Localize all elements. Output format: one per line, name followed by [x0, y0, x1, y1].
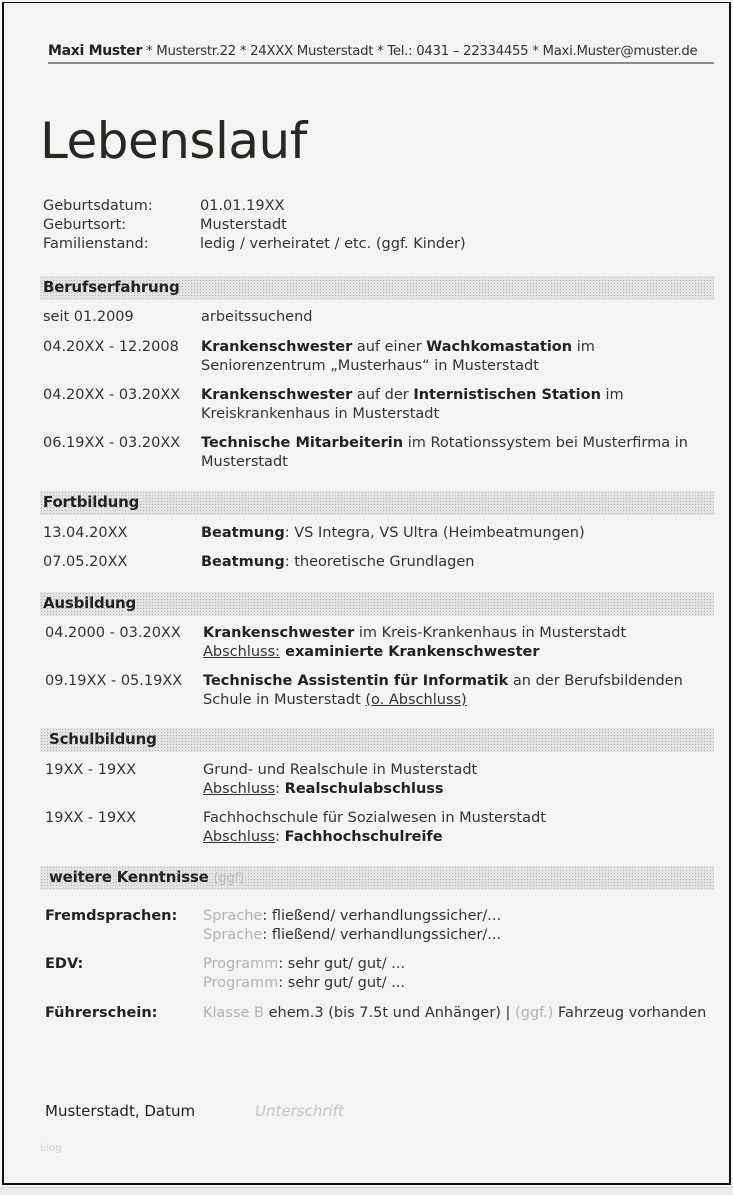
school-entry: [45, 809, 713, 847]
place-date: Musterstadt, Datum: [45, 1102, 196, 1120]
signature: Unterschrift: [255, 1102, 344, 1120]
entry-date: 06.19XX - 03.20XX: [43, 435, 181, 451]
abschluss-label: Abschluss: [203, 781, 276, 797]
entry-desc: Krankenschwester auf einer Wachkomastation im Seniorenzentrum „Musterhaus“ in Musterstadt: [201, 339, 595, 374]
watermark: blog: [40, 1143, 62, 1154]
contact-header: [48, 43, 714, 64]
education-entry: [45, 624, 713, 662]
entry-date: 04.20XX - 12.2008: [43, 339, 179, 355]
value: 01.01.19XX: [200, 198, 285, 214]
no-degree-note: (o. Abschluss): [365, 692, 467, 708]
section-heading-kenntnisse: weitere Kenntnisse (ggf): [40, 866, 714, 890]
work-entry: [43, 338, 711, 376]
entry-date: seit 01.2009: [43, 309, 134, 325]
personal-row-birthplace: [43, 216, 466, 235]
entry-desc: Grund- und Realschule in Musterstadt Abschluss: Realschulabschluss: [203, 762, 478, 797]
entry-desc: Beatmung: VS Integra, VS Ultra (Heimbeatmungen): [201, 525, 585, 541]
label: Familienstand:: [43, 236, 149, 252]
value: ledig / verheiratet / etc. (ggf. Kinder): [200, 236, 466, 252]
skills-values: Programm: sehr gut/ gut/ ... Programm: sehr gut/ gut/ ...: [203, 956, 406, 991]
personal-row-birthdate: [43, 197, 466, 216]
entry-date: 04.20XX - 03.20XX: [43, 387, 181, 403]
training-entry: [43, 553, 711, 572]
skills-label: EDV:: [45, 956, 84, 972]
value: Musterstadt: [200, 217, 287, 233]
skills-label: Führerschein:: [45, 1005, 158, 1021]
abschluss-label: Abschluss: [203, 829, 276, 845]
section-heading-berufserfahrung: Berufserfahrung: [40, 276, 714, 300]
abschluss-label: Abschluss:: [203, 644, 281, 660]
skills-languages: [45, 907, 501, 945]
work-entry: [43, 434, 711, 472]
skills-label: Fremdsprachen:: [45, 908, 178, 924]
work-entry: [43, 386, 711, 424]
signature-block: [45, 1102, 344, 1120]
section-heading-schulbildung: Schulbildung: [40, 728, 714, 752]
entry-date: 04.2000 - 03.20XX: [45, 625, 181, 641]
work-entry: [43, 308, 711, 327]
skills-values: Klasse B ehem.3 (bis 7.5t und Anhänger) | (ggf.) Fahrzeug vorhanden: [203, 1005, 707, 1021]
personal-info: [43, 197, 466, 254]
label: Geburtsdatum:: [43, 198, 153, 214]
bottom-strip: [0, 1187, 733, 1195]
contact-details: * Musterstr.22 * 24XXX Musterstadt * Tel.: 0431 – 22334455 * Maxi.Muster@muster.de: [142, 44, 698, 59]
section-heading-ausbildung: Ausbildung: [40, 592, 714, 616]
school-entry: [45, 761, 713, 799]
education-entry: [45, 672, 713, 710]
section-heading-fortbildung: Fortbildung: [40, 491, 714, 515]
entry-date: 13.04.20XX: [43, 525, 128, 541]
entry-date: 07.05.20XX: [43, 554, 128, 570]
training-entry: [43, 524, 711, 543]
skills-values: Sprache: fließend/ verhandlungssicher/... Sprache: fließend/ verhandlungssicher/...: [203, 908, 502, 943]
entry-desc: arbeitssuchend: [201, 309, 313, 325]
entry-desc: Fachhochschule für Sozialwesen in Musterstadt Abschluss: Fachhochschulreife: [203, 810, 546, 845]
entry-desc: Krankenschwester im Kreis-Krankenhaus in Musterstadt Abschluss: examinierte Krankenschwester: [203, 625, 627, 660]
page-title: Lebenslauf: [40, 112, 307, 170]
applicant-name: Maxi Muster: [48, 43, 143, 59]
skills-license: [45, 1004, 706, 1023]
label: Geburtsort:: [43, 217, 127, 233]
entry-date: 19XX - 19XX: [45, 762, 137, 778]
entry-desc: Technische Mitarbeiterin im Rotationssystem bei Musterfirma in Musterstadt: [201, 435, 688, 470]
optional-hint: (ggf): [213, 871, 244, 886]
personal-row-marital-status: [43, 235, 466, 254]
entry-desc: Technische Assistentin für Informatik an der Berufsbildenden Schule in Musterstadt (o. Abschluss): [203, 673, 683, 708]
entry-desc: Beatmung: theoretische Grundlagen: [201, 554, 475, 570]
entry-date: 09.19XX - 05.19XX: [45, 673, 183, 689]
entry-date: 19XX - 19XX: [45, 810, 137, 826]
skills-edv: [45, 955, 405, 993]
entry-desc: Krankenschwester auf der Internistischen Station im Kreiskrankenhaus in Musterstadt: [201, 387, 624, 422]
